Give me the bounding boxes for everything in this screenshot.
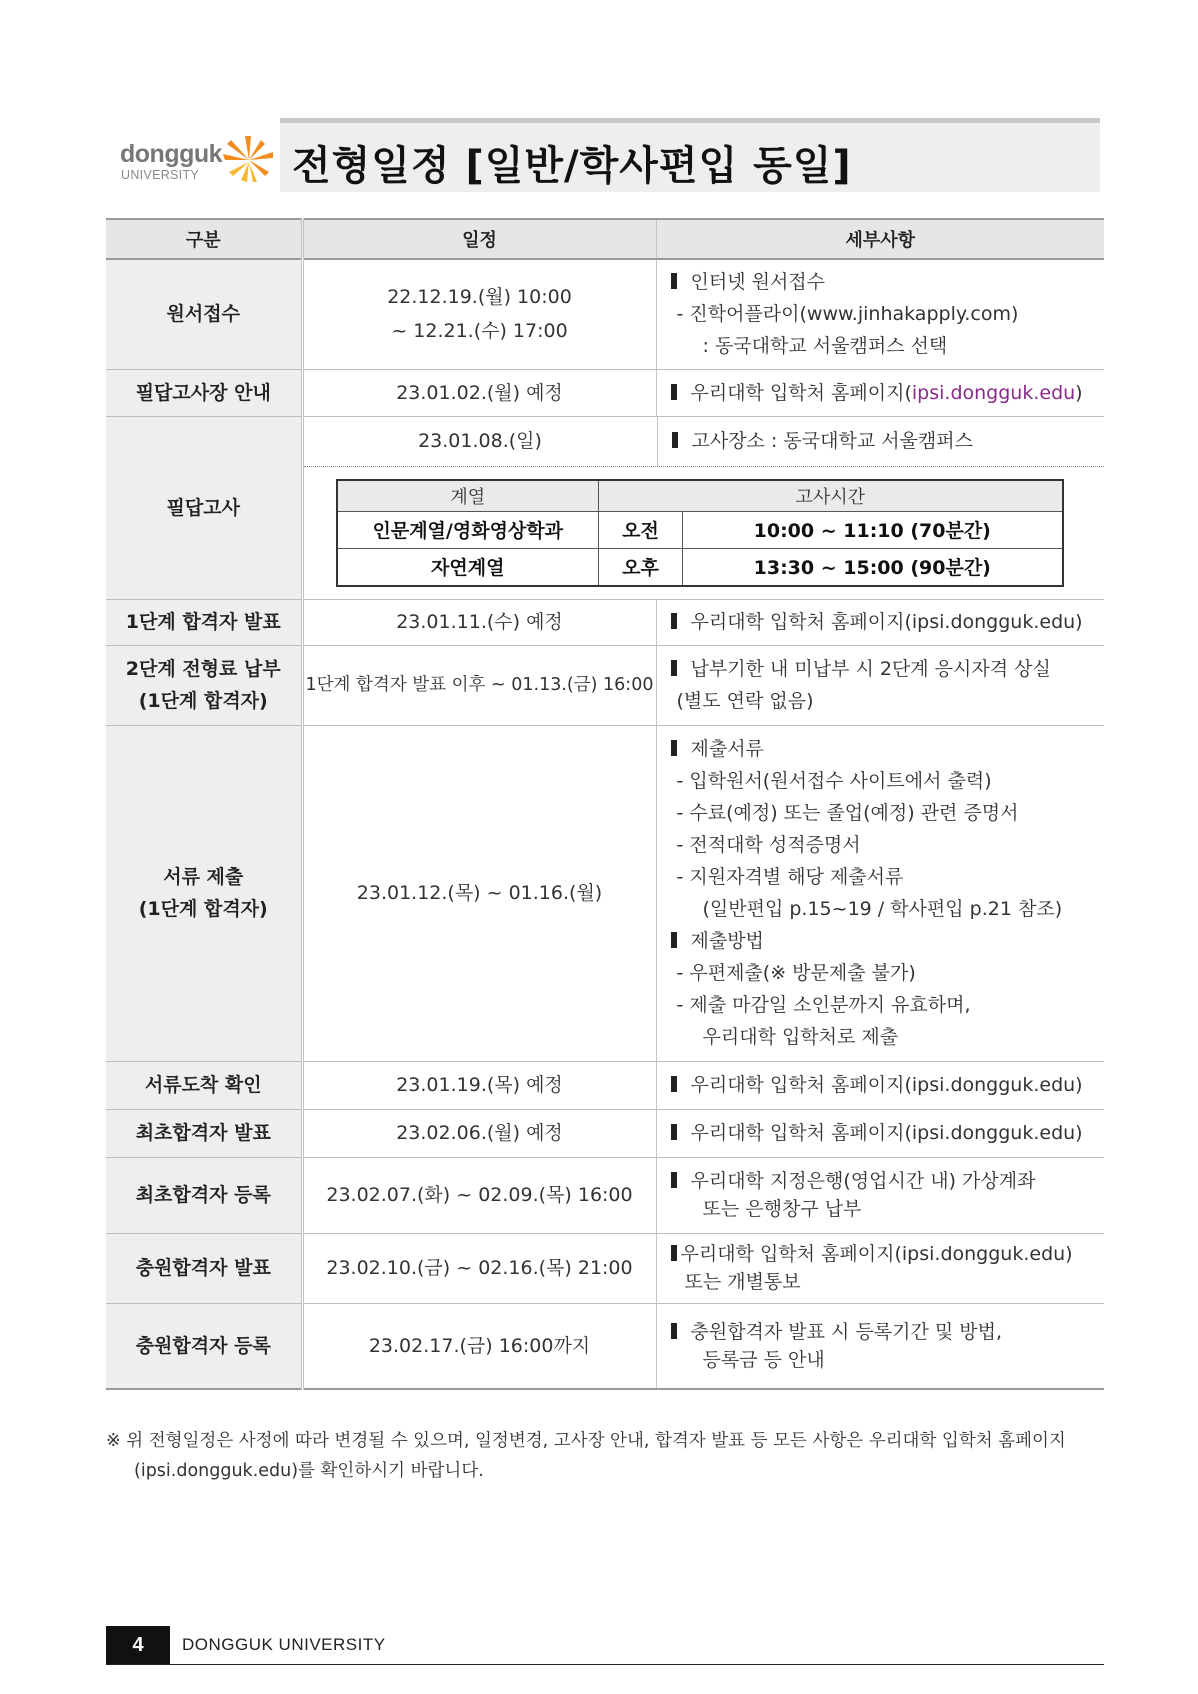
footer-university: DONGGUK UNIVERSITY <box>182 1635 386 1654</box>
detail-line: - 우편제출(※ 방문제출 불가) <box>676 962 916 984</box>
detail-line: 우리대학 입학처로 제출 <box>702 1026 899 1048</box>
bullet-icon <box>671 1323 677 1339</box>
bullet-icon <box>671 1245 677 1261</box>
detail-text: 고사장소 : 동국대학교 서울캠퍼스 <box>691 429 973 452</box>
table-row <box>106 1157 1104 1233</box>
footnote <box>106 1426 1106 1486</box>
bullet-icon <box>671 613 677 629</box>
detail-line: - 제출 마감일 소인분까지 유효하며, <box>676 994 971 1016</box>
row-label: 원서접수 <box>106 259 302 369</box>
title-banner <box>280 118 1100 192</box>
column-header: 세부사항 <box>656 219 1104 259</box>
table-header-row <box>106 219 1104 259</box>
row-label: 충원합격자 발표 <box>106 1233 302 1303</box>
homepage-link[interactable]: ipsi.dongguk.edu <box>911 381 1076 404</box>
exam-time-wrap <box>304 467 1105 599</box>
footnote-line: (ipsi.dongguk.edu)를 확인하시기 바랍니다. <box>134 1461 484 1481</box>
label-line: (1단계 합격자) <box>138 898 268 920</box>
bullet-icon <box>671 273 677 289</box>
page-footer <box>106 1626 1104 1665</box>
detail-line: - 수료(예정) 또는 졸업(예정) 관련 증명서 <box>676 802 1019 824</box>
exam-location <box>658 417 973 466</box>
detail-line: 제출방법 <box>690 930 764 952</box>
page-number: 4 <box>106 1626 170 1664</box>
exam-row <box>337 511 1063 548</box>
bullet-icon <box>671 384 677 400</box>
row-label <box>106 725 302 1061</box>
detail-line: - 전적대학 성적증명서 <box>676 834 861 856</box>
row-date: 23.02.07.(화) ~ 02.09.(목) 16:00 <box>302 1157 656 1233</box>
exam-time: 10:00 ~ 11:10 (70분간) <box>683 511 1063 548</box>
detail-text: 우리대학 입학처 홈페이지(ipsi.dongguk.edu) <box>690 611 1083 633</box>
table-row <box>106 369 1104 416</box>
row-detail <box>656 599 1104 645</box>
detail-text: 우리대학 입학처 홈페이지(ipsi.dongguk.edu) <box>690 1122 1083 1144</box>
exam-column-header: 고사시간 <box>599 480 1063 512</box>
exam-track: 자연계열 <box>337 548 599 586</box>
exam-time: 13:30 ~ 15:00 (90분간) <box>683 548 1063 586</box>
dongguk-logo <box>118 132 278 182</box>
footnote-line: ※ 위 전형일정은 사정에 따라 변경될 수 있으며, 일정변경, 고사장 안내, 합격자 발표 등 모든 사항은 우리대학 입학처 홈페이지 <box>106 1431 1066 1451</box>
label-line: 2단계 전형료 납부 <box>125 658 281 680</box>
row-label: 충원합격자 등록 <box>106 1303 302 1389</box>
logo-subtext: UNIVERSITY <box>121 168 200 182</box>
detail-text: 우리대학 입학처 홈페이지(ipsi.dongguk.edu) <box>690 1074 1083 1096</box>
table-row <box>106 1303 1104 1389</box>
detail-line: - 입학원서(원서접수 사이트에서 출력) <box>676 770 992 792</box>
detail-line: 등록금 등 안내 <box>702 1348 825 1371</box>
bullet-icon <box>672 432 678 448</box>
detail-line: 충원합격자 발표 시 등록기간 및 방법, <box>690 1320 1003 1343</box>
row-detail <box>656 1303 1104 1389</box>
table-row <box>106 1061 1104 1109</box>
row-date: 23.01.12.(목) ~ 01.16.(월) <box>302 725 656 1061</box>
row-date: 23.02.10.(금) ~ 02.16.(목) 21:00 <box>302 1233 656 1303</box>
date-line: 22.12.19.(월) 10:00 <box>387 286 572 309</box>
row-detail <box>656 645 1104 725</box>
detail-line: 또는 은행창구 납부 <box>702 1198 862 1220</box>
exam-track: 인문계열/영화영상학과 <box>337 511 599 548</box>
row-label: 필답고사 <box>106 416 302 599</box>
schedule-table <box>106 218 1104 1390</box>
detail-line: 우리대학 입학처 홈페이지(ipsi.dongguk.edu) <box>680 1243 1073 1265</box>
row-detail <box>656 1109 1104 1157</box>
detail-text: ) <box>1075 381 1083 404</box>
detail-line: - 진학어플라이(www.jinhakapply.com) <box>676 303 1019 326</box>
table-row <box>106 259 1104 369</box>
detail-line: - 지원자격별 해당 제출서류 <box>676 866 904 888</box>
row-detail <box>656 1233 1104 1303</box>
row-detail <box>656 1061 1104 1109</box>
lotus-flame-icon <box>221 132 277 184</box>
bullet-icon <box>671 660 677 676</box>
row-date: 23.01.11.(수) 예정 <box>302 599 656 645</box>
row-label: 최초합격자 발표 <box>106 1109 302 1157</box>
row-detail <box>656 369 1104 416</box>
detail-line: 제출서류 <box>690 738 764 760</box>
table-row <box>106 1109 1104 1157</box>
exam-period: 오후 <box>599 548 683 586</box>
detail-line: (별도 연락 없음) <box>676 690 814 712</box>
table-row <box>106 725 1104 1061</box>
bullet-icon <box>671 740 677 756</box>
bullet-icon <box>671 1172 677 1188</box>
exam-header-row <box>337 480 1063 512</box>
page-header <box>118 118 1100 192</box>
page-title: 전형일정 [일반/학사편입 동일] <box>292 143 852 189</box>
row-date: 23.01.02.(월) 예정 <box>302 369 656 416</box>
bullet-icon <box>671 932 677 948</box>
date-line: ~ 12.21.(수) 17:00 <box>391 320 568 343</box>
detail-text: 우리대학 입학처 홈페이지( <box>690 381 912 404</box>
row-label <box>106 645 302 725</box>
bullet-icon <box>671 1124 677 1140</box>
row-label: 최초합격자 등록 <box>106 1157 302 1233</box>
detail-line: 납부기한 내 미납부 시 2단계 응시자격 상실 <box>690 658 1051 680</box>
detail-line: (일반편입 p.15~19 / 학사편입 p.21 참조) <box>702 898 1063 920</box>
table-row <box>106 1233 1104 1303</box>
table-row <box>106 599 1104 645</box>
row-label: 1단계 합격자 발표 <box>106 599 302 645</box>
row-detail <box>656 725 1104 1061</box>
table-row <box>106 416 1104 599</box>
row-label: 서류도착 확인 <box>106 1061 302 1109</box>
exam-time-table <box>336 479 1064 587</box>
row-date: 1단계 합격자 발표 이후 ~ 01.13.(금) 16:00 <box>302 645 656 725</box>
bullet-icon <box>671 1076 677 1092</box>
row-date: 23.01.19.(목) 예정 <box>302 1061 656 1109</box>
logo-text: dongguk <box>120 140 223 168</box>
column-header: 구분 <box>106 219 302 259</box>
label-line: (1단계 합격자) <box>138 690 268 712</box>
detail-line: 우리대학 지정은행(영업시간 내) 가상계좌 <box>690 1170 1036 1192</box>
exam-period: 오전 <box>599 511 683 548</box>
row-date: 23.02.06.(월) 예정 <box>302 1109 656 1157</box>
table-row <box>106 645 1104 725</box>
detail-line: : 동국대학교 서울캠퍼스 선택 <box>702 335 948 358</box>
detail-line: 또는 개별통보 <box>684 1271 801 1293</box>
label-line: 서류 제출 <box>163 866 244 888</box>
row-date: 23.02.17.(금) 16:00까지 <box>302 1303 656 1389</box>
row-date <box>302 259 656 369</box>
column-header: 일정 <box>302 219 656 259</box>
exam-row <box>337 548 1063 586</box>
exam-date: 23.01.08.(일) <box>304 417 658 466</box>
row-detail <box>656 1157 1104 1233</box>
row-detail <box>656 259 1104 369</box>
exam-column-header: 계열 <box>337 480 599 512</box>
row-label: 필답고사장 안내 <box>106 369 302 416</box>
detail-line: 인터넷 원서접수 <box>690 271 826 294</box>
exam-cell <box>302 416 1104 599</box>
